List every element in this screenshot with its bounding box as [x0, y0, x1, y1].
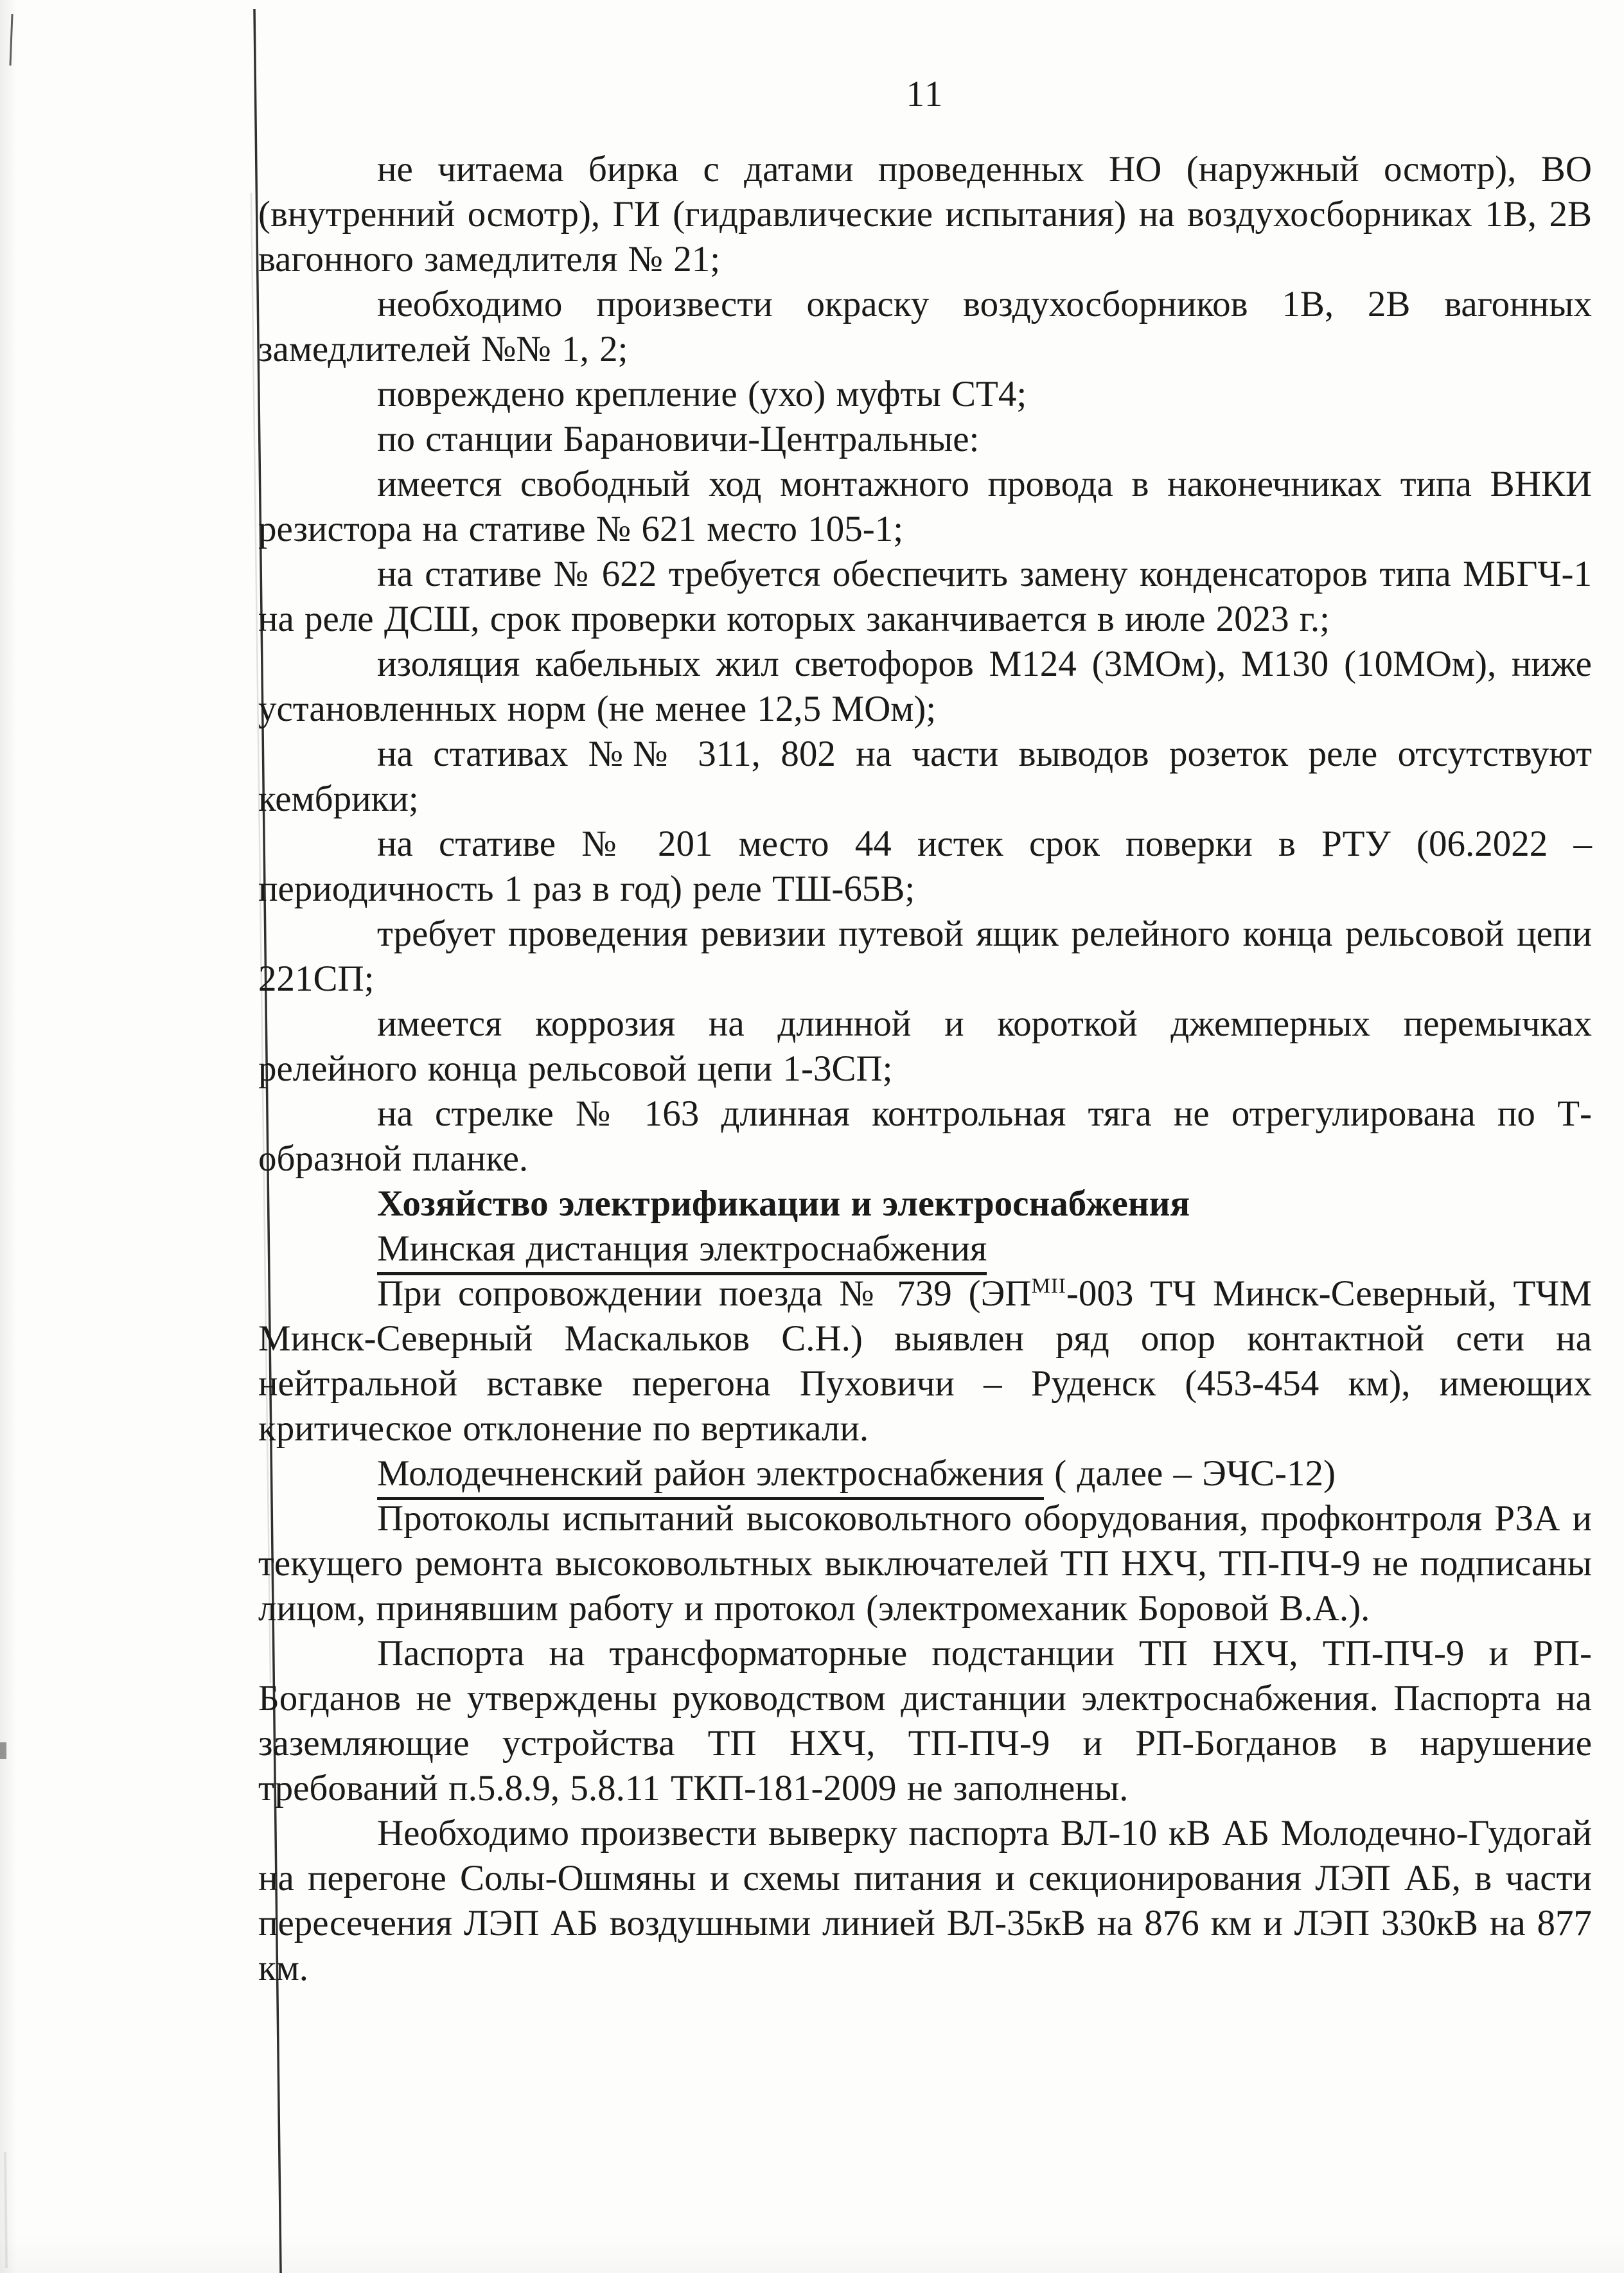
- paragraph: [258, 1496, 1592, 1631]
- paragraph: [258, 462, 1592, 552]
- text-segment: Необходимо произвести выверку паспорта ВЛ-10 кВ АБ Молодечно-Гудогай на перегоне Солы-Ошмяны и схемы питания и секционирования ЛЭП АБ, в части пересечения ЛЭП АБ воздушными линией ВЛ-35кВ на 876 км и ЛЭП 330кВ на 877 км.: [258, 1813, 1592, 1988]
- paragraph: [258, 642, 1592, 732]
- text-segment: -003 ТЧ Минск-Северный, ТЧМ Минск-Северный Маскальков С.Н.) выявлен ряд опор контактной сети на нейтральной вставке перегона Пуховичи – Руденск (453-454 км), имеющих критическое отклонение по вертикали.: [258, 1273, 1592, 1449]
- text-segment: на стативах №№ 311, 802 на части выводов розеток реле отсутствуют кембрики;: [258, 734, 1592, 819]
- text-segment: повреждено крепление (ухо) муфты СТ4;: [377, 374, 1027, 414]
- text-segment: на стативе № 201 место 44 истек срок поверки в РТУ (06.2022 – периодичность 1 раз в год) реле ТШ-65В;: [258, 824, 1592, 909]
- paragraph: [258, 1092, 1592, 1181]
- paragraph: [258, 372, 1592, 417]
- text-segment: необходимо произвести окраску воздухосборников 1В, 2В вагонных замедлителей №№ 1, 2;: [258, 284, 1592, 369]
- text-segment: Минская дистанция электроснабжения: [377, 1228, 987, 1275]
- scan-artifact-bottom-streak: [5, 2152, 6, 2268]
- text-segment: требует проведения ревизии путевой ящик релейного конца рельсовой цепи 221СП;: [258, 914, 1592, 999]
- text-segment: Протоколы испытаний высоковольтного оборудования, профконтроля РЗА и текущего ремонта высоковольтных выключателей ТП НХЧ, ТП-ПЧ-9 не подписаны лицом, принявшим работу и протокол (электромеханик Боровой В.А.).: [258, 1498, 1592, 1629]
- text-segment: по станции Барановичи-Центральные:: [377, 419, 980, 459]
- paragraph: [258, 912, 1592, 1002]
- text-segment: Паспорта на трансформаторные подстанции ТП НХЧ, ТП-ПЧ-9 и РП-Богданов не утверждены руководством дистанции электроснабжения. Паспорта на заземляющие устройства ТП НХЧ, ТП-ПЧ-9 и РП-Богданов в нарушение требований п.5.8.9, 5.8.11 ТКП-181-2009 не заполнены.: [258, 1633, 1592, 1809]
- sub-heading: [258, 1226, 1592, 1271]
- paragraph: [258, 552, 1592, 642]
- text-segment: на стрелке № 163 длинная контрольная тяга не отрегулирована по Т-образной планке.: [258, 1093, 1592, 1179]
- paragraph: [258, 1811, 1592, 1991]
- text-segment: изоляция кабельных жил светофоров М124 (3МОм), М130 (10МОм), ниже установленных норм (не менее 12,5 МОм);: [258, 644, 1592, 729]
- text-segment: ( далее – ЭЧС-12): [1043, 1453, 1336, 1494]
- text-segment: Хозяйство электрификации и электроснабжения: [377, 1183, 1190, 1224]
- paragraph: [258, 822, 1592, 912]
- page-number: 11: [906, 74, 944, 114]
- paragraph: [258, 417, 1592, 462]
- paragraph: [258, 732, 1592, 822]
- paragraph: [258, 1271, 1592, 1451]
- superscript-text: МII: [1031, 1275, 1066, 1298]
- text-segment: Молодечненский район электроснабжения: [377, 1453, 1044, 1500]
- paragraph: [258, 282, 1592, 372]
- text-segment: имеется свободный ход монтажного провода в наконечниках типа ВНКИ резистора на стативе № 621 место 105-1;: [258, 464, 1592, 549]
- text-block: [258, 0, 1592, 1991]
- scan-artifact-left-smudge: [0, 1742, 6, 1759]
- paragraph: [258, 147, 1592, 282]
- section-heading: [258, 1181, 1592, 1226]
- paragraph: [258, 1631, 1592, 1811]
- paragraphs: [258, 147, 1592, 1991]
- sub-heading: [258, 1451, 1592, 1496]
- paragraph: [258, 1002, 1592, 1092]
- text-segment: При сопровождении поезда № 739 (ЭП: [377, 1273, 1032, 1314]
- text-segment: имеется коррозия на длинной и короткой джемперных перемычках релейного конца рельсовой цепи 1-3СП;: [258, 1004, 1592, 1089]
- scan-artifact-top-left-tick: [10, 14, 12, 66]
- text-segment: на стативе № 622 требуется обеспечить замену конденсаторов типа МБГЧ-1 на реле ДСШ, срок проверки которых заканчивается в июле 2023 г.;: [258, 554, 1592, 639]
- text-segment: не читаема бирка с датами проведенных НО (наружный осмотр), ВО (внутренний осмотр), ГИ (гидравлические испытания) на воздухосборниках 1В, 2В вагонного замедлителя № 21;: [258, 149, 1592, 279]
